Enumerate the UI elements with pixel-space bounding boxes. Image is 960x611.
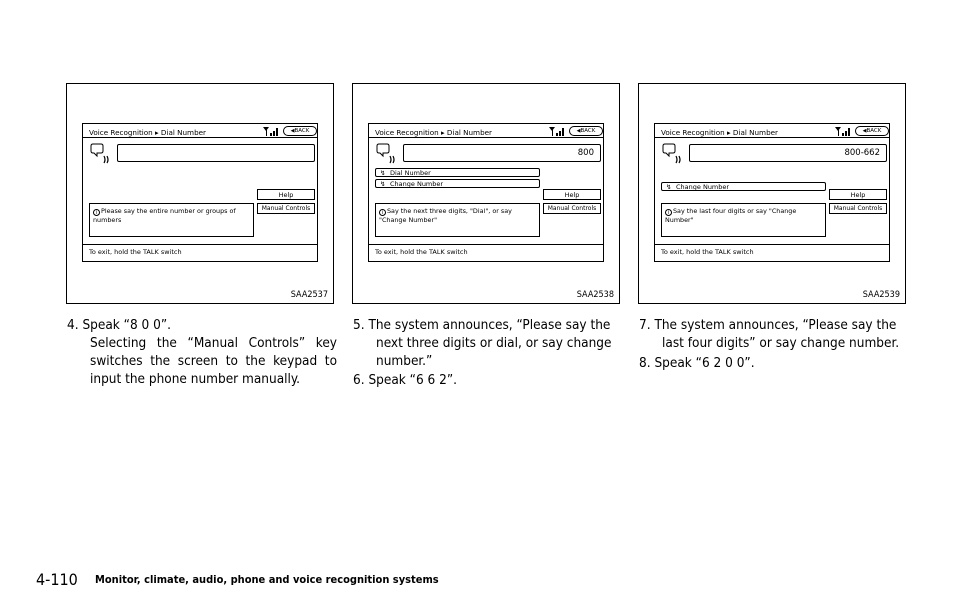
display-screen: [654, 123, 890, 262]
signal-strength-icon: [835, 126, 852, 136]
chapter-title: Monitor, climate, audio, phone and voice recognition systems: [95, 573, 439, 586]
option-dial-number[interactable]: [375, 168, 540, 177]
voice-command-icon: ↯: [380, 169, 386, 177]
divider: [83, 244, 317, 245]
back-button[interactable]: [569, 126, 603, 136]
screen-title: Voice Recognition ▸ Dial Number: [375, 128, 493, 137]
info-icon: i: [379, 209, 386, 216]
back-button[interactable]: [283, 126, 317, 136]
page-number: 4-110: [36, 570, 78, 589]
help-button[interactable]: Help: [543, 189, 601, 200]
divider: [83, 137, 317, 138]
divider: [369, 244, 603, 245]
signal-strength-icon: [549, 126, 566, 136]
prompt-text: Say the last four digits or say "Change Number": [665, 207, 797, 224]
back-label: BACK: [580, 128, 596, 134]
manual-controls-button[interactable]: Manual Controls: [829, 203, 887, 214]
prompt-box: [661, 203, 826, 237]
step-4-heading: 4. Speak “8 0 0”.: [67, 317, 171, 333]
back-label: BACK: [866, 128, 882, 134]
step-7-body: last four digits” or say change number.: [662, 335, 900, 351]
step-6-heading: 6. Speak “6 6 2”.: [353, 372, 457, 388]
figure-code: SAA2537: [290, 290, 328, 300]
help-button[interactable]: Help: [257, 189, 315, 200]
back-arrow-icon: ◀: [290, 128, 295, 134]
prompt-text: Say the next three digits, "Dial", or say "Change Number": [379, 207, 512, 224]
option-change-number[interactable]: [375, 179, 540, 188]
phone-number-field: [117, 144, 315, 162]
back-label: BACK: [294, 128, 310, 134]
back-arrow-icon: ◀: [862, 128, 867, 134]
figure-saa2538: [352, 83, 620, 304]
screen-footer: To exit, hold the TALK switch: [375, 248, 468, 256]
divider: [655, 244, 889, 245]
voice-recognition-icon: [375, 143, 401, 165]
prompt-box: [375, 203, 540, 237]
figure-saa2539: [638, 83, 906, 304]
step-6: [353, 371, 628, 389]
step-4: [67, 316, 337, 388]
prompt-text: Please say the entire number or groups of numbers: [93, 207, 236, 224]
manual-controls-button[interactable]: Manual Controls: [257, 203, 315, 214]
manual-controls-button[interactable]: Manual Controls: [543, 203, 601, 214]
divider: [655, 137, 889, 138]
step-5: [353, 316, 628, 370]
prompt-box: [89, 203, 254, 237]
step-7-heading: 7. The system announces, “Please say the: [639, 317, 897, 333]
option-label: Change Number: [390, 180, 444, 188]
step-4-body: Selecting the “Manual Controls” key switches the screen to the keypad to input the phone number manually.: [90, 335, 337, 387]
display-screen: [82, 123, 318, 262]
step-5-heading: 5. The system announces, “Please say the: [353, 317, 611, 333]
screen-footer: To exit, hold the TALK switch: [661, 248, 754, 256]
info-icon: i: [665, 209, 672, 216]
figure-code: SAA2538: [576, 290, 614, 300]
voice-recognition-icon: [661, 143, 687, 165]
phone-number-field: 800-662: [689, 144, 887, 162]
voice-command-icon: ↯: [380, 180, 386, 188]
divider: [369, 137, 603, 138]
figure-code: SAA2539: [862, 290, 900, 300]
voice-recognition-icon: [89, 143, 115, 165]
help-button[interactable]: Help: [829, 189, 887, 200]
voice-command-icon: ↯: [666, 183, 672, 191]
step-7: [639, 316, 929, 352]
signal-strength-icon: [263, 126, 280, 136]
option-label: Dial Number: [390, 169, 431, 177]
phone-number-field: 800: [403, 144, 601, 162]
back-button[interactable]: [855, 126, 889, 136]
figure-saa2537: [66, 83, 334, 304]
info-icon: i: [93, 209, 100, 216]
step-8-heading: 8. Speak “6 2 0 0”.: [639, 355, 755, 371]
option-change-number[interactable]: [661, 182, 826, 191]
step-8: [639, 354, 929, 372]
screen-title: Voice Recognition ▸ Dial Number: [89, 128, 207, 137]
step-5-body: next three digits or dial, or say change number.”: [376, 335, 612, 369]
display-screen: [368, 123, 604, 262]
back-arrow-icon: ◀: [576, 128, 581, 134]
screen-title: Voice Recognition ▸ Dial Number: [661, 128, 779, 137]
option-label: Change Number: [676, 183, 730, 191]
screen-footer: To exit, hold the TALK switch: [89, 248, 182, 256]
